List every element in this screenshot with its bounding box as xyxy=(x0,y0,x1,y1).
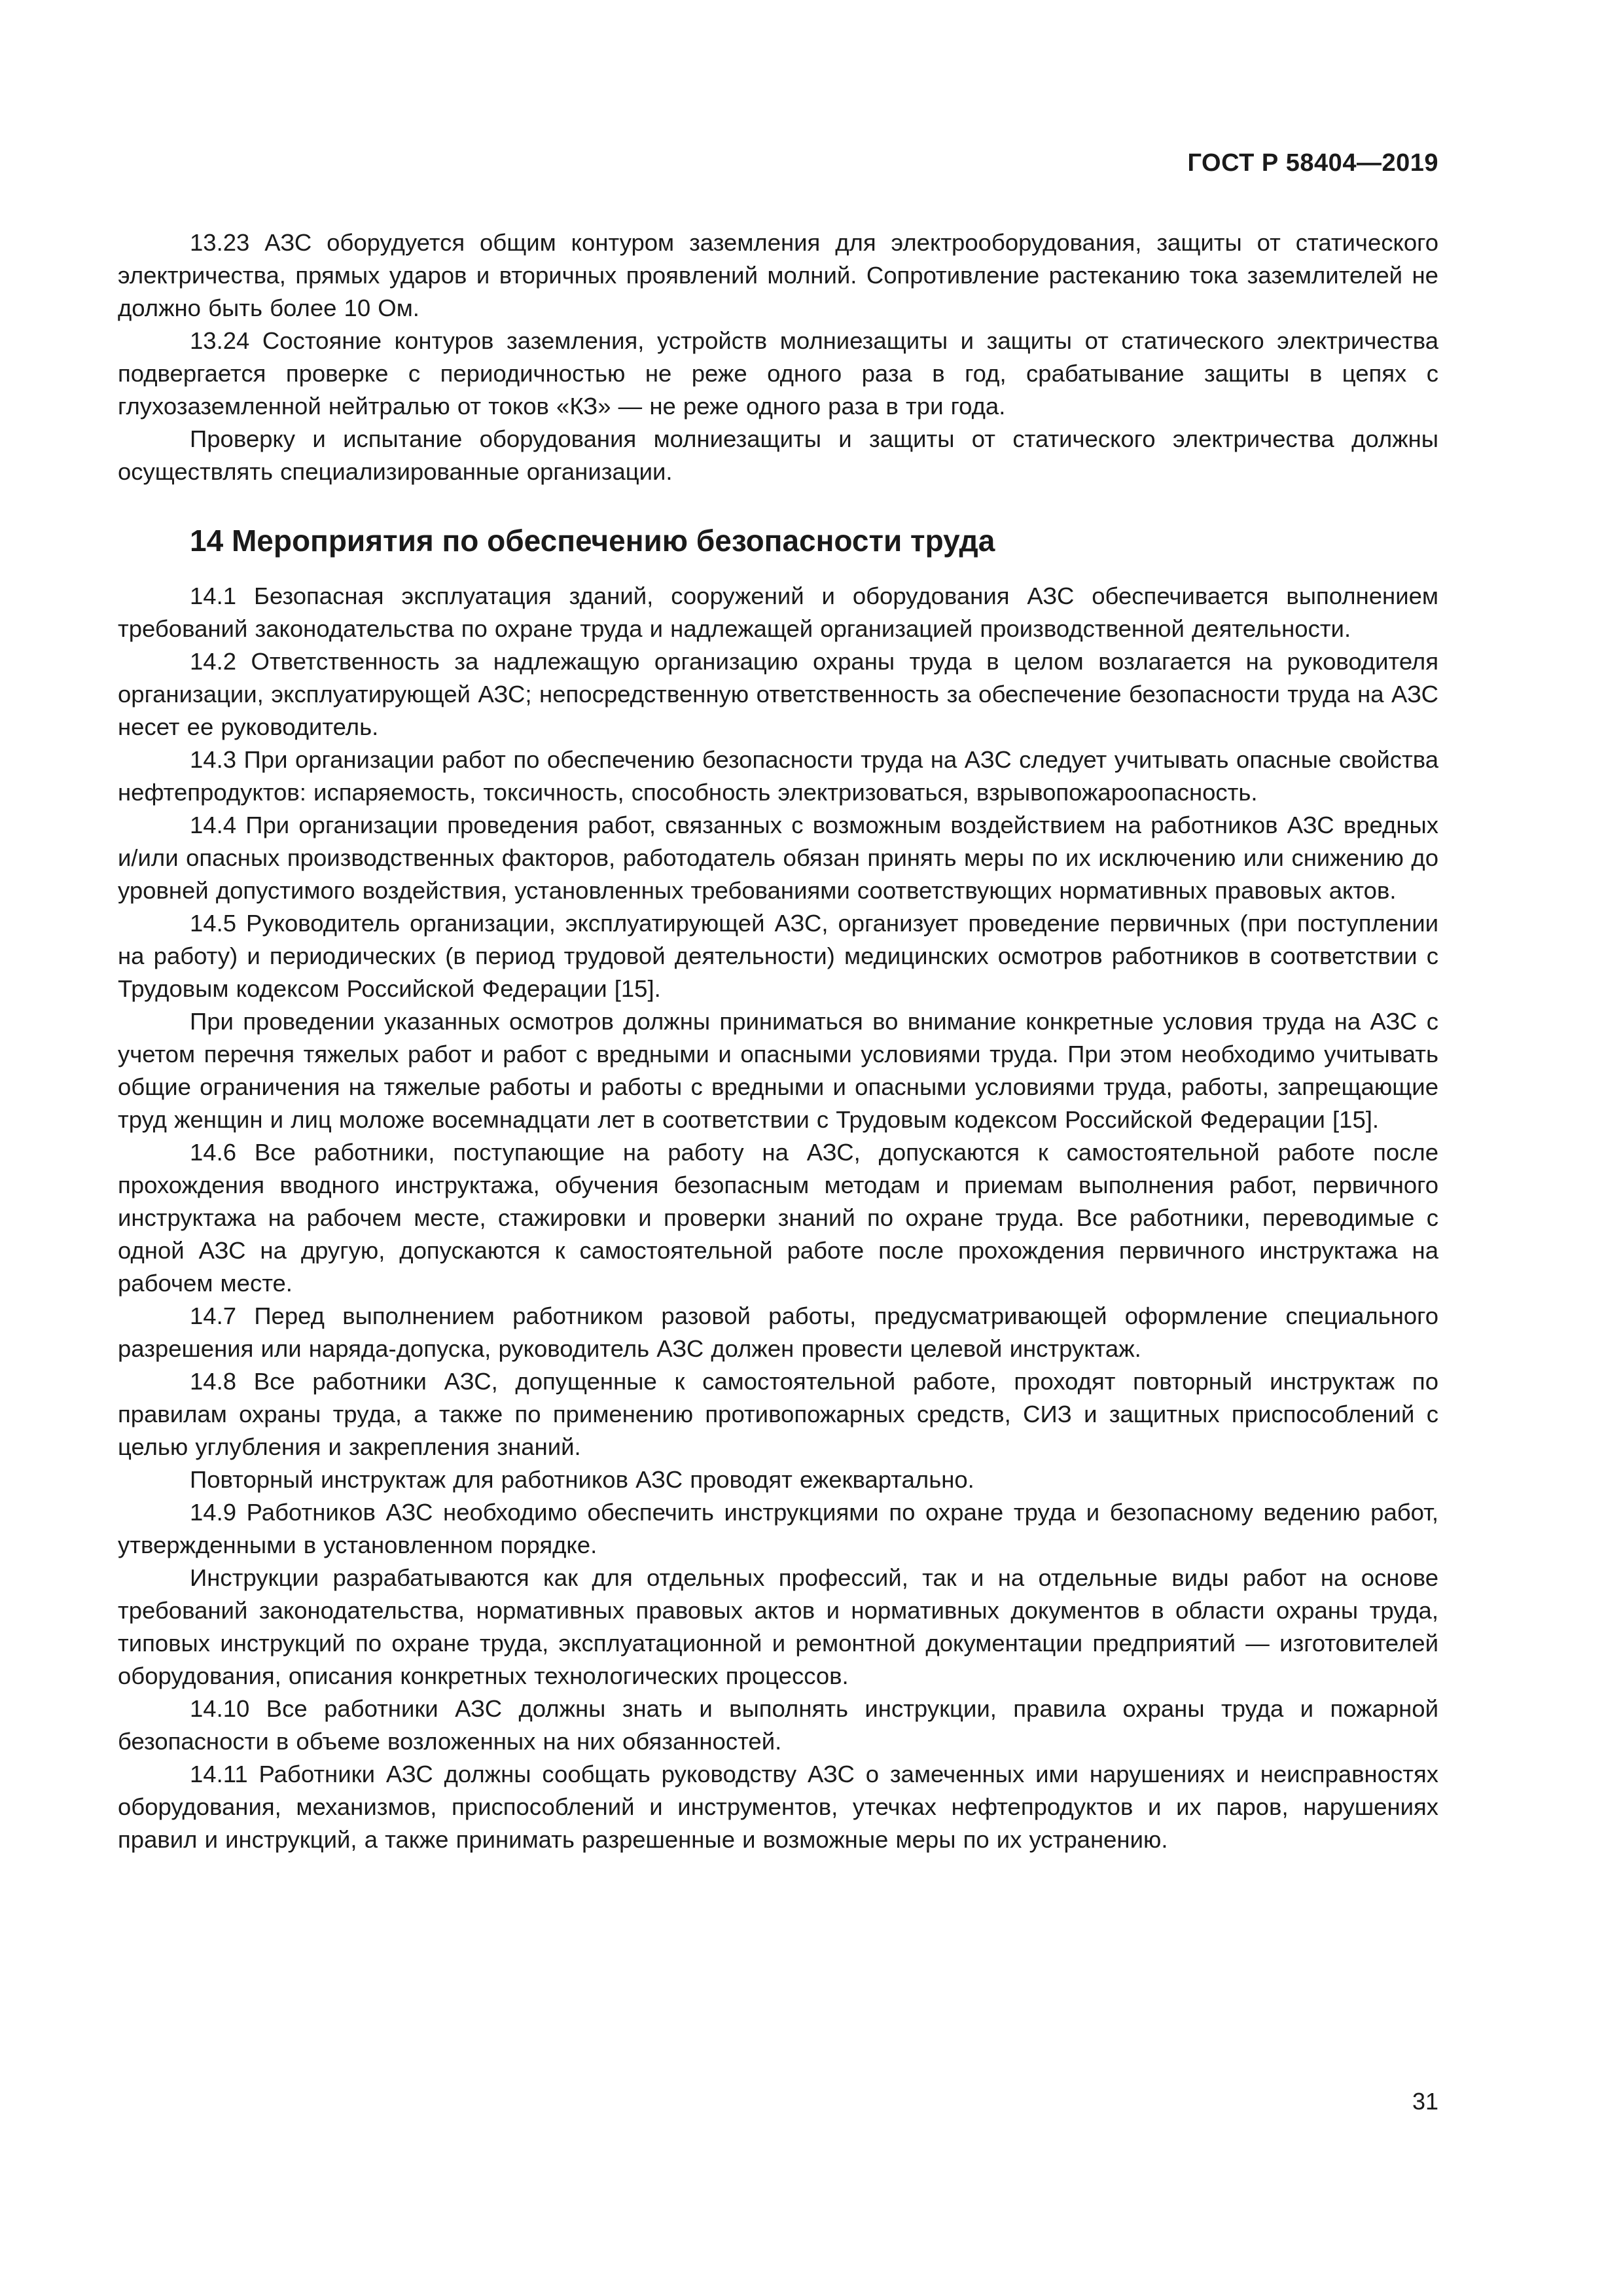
paragraph-14-1: 14.1 Безопасная эксплуатация зданий, сооружений и оборудования АЗС обеспечивается выполнением требований законодательства по охране труда и надлежащей организацией производственной деятельности. xyxy=(118,583,1438,642)
document-code-header: ГОСТ Р 58404—2019 xyxy=(1187,149,1438,177)
paragraph-14-5: 14.5 Руководитель организации, эксплуатирующей АЗС, организует проведение первичных (при поступлении на работу) и периодических (в период трудовой деятельности) медицинских осмотров работников в соответствии с Трудовым кодексом Российской Федерации [15]. xyxy=(118,910,1438,1002)
paragraph-13-24: 13.24 Состояние контуров заземления, устройств молниезащиты и защиты от статического электричества подвергается проверке с периодичностью не реже одного раза в год, срабатывание защиты в цепях с глухозаземленной нейтралью от токов «КЗ» — не реже одного раза в три года. xyxy=(118,327,1438,420)
paragraph-14-8-continued: Повторный инструктаж для работников АЗС проводят ежеквартально. xyxy=(190,1466,974,1493)
paragraph-13-23: 13.23 АЗС оборудуется общим контуром заземления для электрооборудования, защиты от статического электричества, прямых ударов и вторичных проявлений молний. Сопротивление растеканию тока заземлителей не должно быть более 10 Ом. xyxy=(118,229,1438,321)
paragraph-14-4: 14.4 При организации проведения работ, связанных с возможным воздействием на работников АЗС вредных и/или опасных производственных факторов, работодатель обязан принять меры по их исключению или снижению до уровней допустимого воздействия, установленных требованиями соответствующих нормативных правовых актов. xyxy=(118,812,1438,904)
paragraph-14-9-continued: Инструкции разрабатываются как для отдельных профессий, так и на отдельные виды работ на основе требований законодательства, нормативных правовых актов и нормативных документов в области охраны труда, типовых инструкций по охране труда, эксплуатационной и ремонтной документации предприятий — изготовителей оборудования, описания конкретных технологических процессов. xyxy=(118,1564,1438,1689)
paragraph-14-5-continued: При проведении указанных осмотров должны приниматься во внимание конкретные условия труда на АЗС с учетом перечня тяжелых работ и работ с вредными и опасными условиями труда. При этом необходимо учитывать общие ограничения на тяжелые работы и работы с вредными и опасными условиями труда, работы, запрещающие труд женщин и лиц моложе восемнадцати лет в соответствии с Трудовым кодексом Российской Федерации [15]. xyxy=(118,1008,1438,1133)
paragraph-14-10: 14.10 Все работники АЗС должны знать и выполнять инструкции, правила охраны труда и пожарной безопасности в объеме возложенных на них обязанностей. xyxy=(118,1695,1438,1755)
paragraph-13-24-continued: Проверку и испытание оборудования молниезащиты и защиты от статического электричества должны осуществлять специализированные организации. xyxy=(118,425,1438,485)
paragraph-14-11: 14.11 Работники АЗС должны сообщать руководству АЗС о замеченных ими нарушениях и неисправностях оборудования, механизмов, приспособлений и инструментов, утечках нефтепродуктов и их паров, нарушениях правил и инструкций, а также принимать разрешенные и возможные меры по их устранению. xyxy=(118,1761,1438,1853)
paragraph-14-9: 14.9 Работников АЗС необходимо обеспечить инструкциями по охране труда и безопасному ведению работ, утвержденными в установленном порядке. xyxy=(118,1499,1438,1558)
paragraph-14-6: 14.6 Все работники, поступающие на работу на АЗС, допускаются к самостоятельной работе после прохождения вводного инструктажа, обучения безопасным методам и приемам выполнения работ, первичного инструктажа на рабочем месте, стажировки и проверки знаний по охране труда. Все работники, переводимые с одной АЗС на другую, допускаются к самостоятельной работе после прохождения первичного инструктажа на рабочем месте. xyxy=(118,1139,1438,1297)
document-body xyxy=(118,226,1438,1856)
paragraph-14-3: 14.3 При организации работ по обеспечению безопасности труда на АЗС следует учитывать опасные свойства нефтепродуктов: испаряемость, токсичность, способность электризоваться, взрывопожароопасность. xyxy=(118,746,1438,806)
paragraph-14-7: 14.7 Перед выполнением работником разовой работы, предусматривающей оформление специального разрешения или наряда-допуска, руководитель АЗС должен провести целевой инструктаж. xyxy=(118,1302,1438,1362)
page-number: 31 xyxy=(1412,2088,1438,2115)
paragraph-14-2: 14.2 Ответственность за надлежащую организацию охраны труда в целом возлагается на руководителя организации, эксплуатирующей АЗС; непосредственную ответственность за обеспечение безопасности труда на АЗС несет ее руководитель. xyxy=(118,648,1438,740)
paragraph-14-8: 14.8 Все работники АЗС, допущенные к самостоятельной работе, проходят повторный инструктаж по правилам охраны труда, а также по применению противопожарных средств, СИЗ и защитных приспособлений с целью углубления и закрепления знаний. xyxy=(118,1368,1438,1460)
section-14-heading: 14 Мероприятия по обеспечению безопасности труда xyxy=(190,524,995,558)
